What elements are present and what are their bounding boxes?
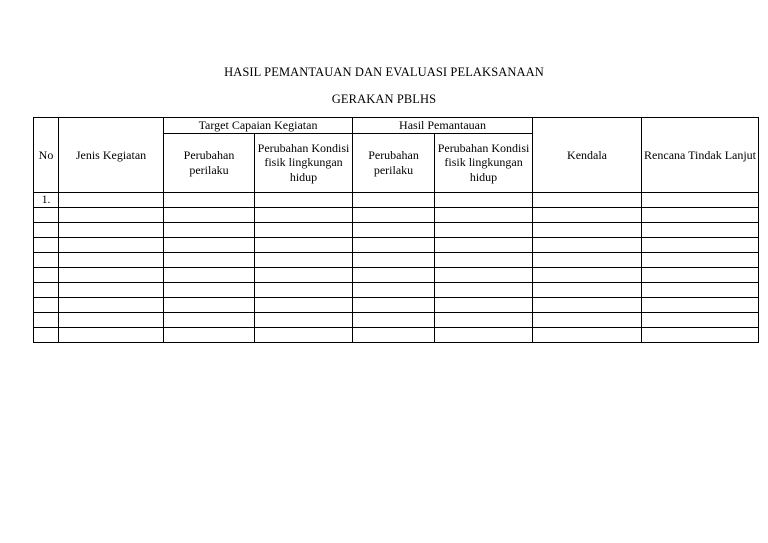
- table-cell: [255, 283, 353, 298]
- row-number: [34, 313, 59, 328]
- table-cell: [59, 253, 164, 268]
- table-cell: [435, 253, 533, 268]
- table-cell: [164, 208, 255, 223]
- table-cell: [353, 192, 435, 208]
- header-target-perubahan-perilaku: Perubahan perilaku: [164, 133, 255, 192]
- table-row: [34, 253, 759, 268]
- table-cell: [164, 328, 255, 343]
- table-cell: [435, 298, 533, 313]
- table-cell: [255, 238, 353, 253]
- table-cell: [164, 313, 255, 328]
- table-cell: [59, 238, 164, 253]
- table-cell: [255, 298, 353, 313]
- table-row: [34, 208, 759, 223]
- table-cell: [435, 192, 533, 208]
- table-cell: [59, 298, 164, 313]
- table-cell: [164, 192, 255, 208]
- table-cell: [59, 192, 164, 208]
- table-cell: [353, 328, 435, 343]
- table-cell: [642, 313, 759, 328]
- table-cell: [255, 253, 353, 268]
- row-number: [34, 253, 59, 268]
- table-cell: [353, 223, 435, 238]
- table-cell: [353, 298, 435, 313]
- row-number: [34, 223, 59, 238]
- table-cell: [642, 253, 759, 268]
- header-hasil-pemantauan: Hasil Pemantauan: [353, 118, 533, 134]
- table-cell: [435, 223, 533, 238]
- table-row: [34, 328, 759, 343]
- header-target-perubahan-kondisi: Perubahan Kondisi fisik lingkungan hidup: [255, 133, 353, 192]
- table-cell: [533, 238, 642, 253]
- table-cell: [353, 238, 435, 253]
- table-row: [34, 238, 759, 253]
- table-cell: [255, 328, 353, 343]
- table-cell: [642, 328, 759, 343]
- table-row: [34, 192, 759, 208]
- table-cell: [533, 253, 642, 268]
- table-cell: [164, 283, 255, 298]
- document-title: HASIL PEMANTAUAN DAN EVALUASI PELAKSANAAN: [224, 65, 544, 79]
- table-cell: [642, 283, 759, 298]
- table-row: [34, 268, 759, 283]
- table-cell: [435, 313, 533, 328]
- table-cell: [435, 328, 533, 343]
- table-cell: [255, 192, 353, 208]
- table-cell: [255, 268, 353, 283]
- table-cell: [164, 238, 255, 253]
- table-cell: [353, 283, 435, 298]
- table-cell: [164, 298, 255, 313]
- table-cell: [59, 313, 164, 328]
- table-cell: [353, 208, 435, 223]
- table-cell: [59, 208, 164, 223]
- table-cell: [533, 328, 642, 343]
- table-cell: [533, 268, 642, 283]
- table-cell: [435, 268, 533, 283]
- table-row: [34, 283, 759, 298]
- table-cell: [59, 268, 164, 283]
- document-subtitle: GERAKAN PBLHS: [331, 92, 437, 106]
- table-cell: [642, 223, 759, 238]
- table-cell: [642, 298, 759, 313]
- table-cell: [435, 238, 533, 253]
- table-cell: [533, 223, 642, 238]
- table-cell: [353, 313, 435, 328]
- table-cell: [164, 253, 255, 268]
- header-rencana-tindak-lanjut: Rencana Tindak Lanjut: [642, 118, 759, 193]
- table-cell: [353, 253, 435, 268]
- table-cell: [533, 192, 642, 208]
- table-cell: [435, 208, 533, 223]
- header-jenis-kegiatan: Jenis Kegiatan: [59, 118, 164, 193]
- table-cell: [59, 223, 164, 238]
- table-cell: [164, 268, 255, 283]
- monitoring-table: [33, 117, 759, 343]
- table-cell: [255, 208, 353, 223]
- table-cell: [255, 313, 353, 328]
- header-target-capaian: Target Capaian Kegiatan: [164, 118, 353, 134]
- table-cell: [59, 283, 164, 298]
- table-row: [34, 223, 759, 238]
- row-number: [34, 268, 59, 283]
- header-no: No: [34, 118, 59, 193]
- row-number: [34, 208, 59, 223]
- row-number: 1.: [34, 192, 59, 208]
- table-cell: [642, 208, 759, 223]
- table-cell: [642, 238, 759, 253]
- row-number: [34, 298, 59, 313]
- table-cell: [533, 208, 642, 223]
- table-row: [34, 313, 759, 328]
- table-cell: [533, 313, 642, 328]
- table-cell: [533, 283, 642, 298]
- table-row: [34, 298, 759, 313]
- table-cell: [59, 328, 164, 343]
- table-cell: [435, 283, 533, 298]
- header-kendala: Kendala: [533, 118, 642, 193]
- row-number: [34, 283, 59, 298]
- table-cell: [642, 268, 759, 283]
- row-number: [34, 328, 59, 343]
- table-cell: [642, 192, 759, 208]
- header-hasil-perubahan-perilaku: Perubahan perilaku: [353, 133, 435, 192]
- table-cell: [353, 268, 435, 283]
- table-cell: [164, 223, 255, 238]
- row-number: [34, 238, 59, 253]
- header-hasil-perubahan-kondisi: Perubahan Kondisi fisik lingkungan hidup: [435, 133, 533, 192]
- table-cell: [533, 298, 642, 313]
- table-cell: [255, 223, 353, 238]
